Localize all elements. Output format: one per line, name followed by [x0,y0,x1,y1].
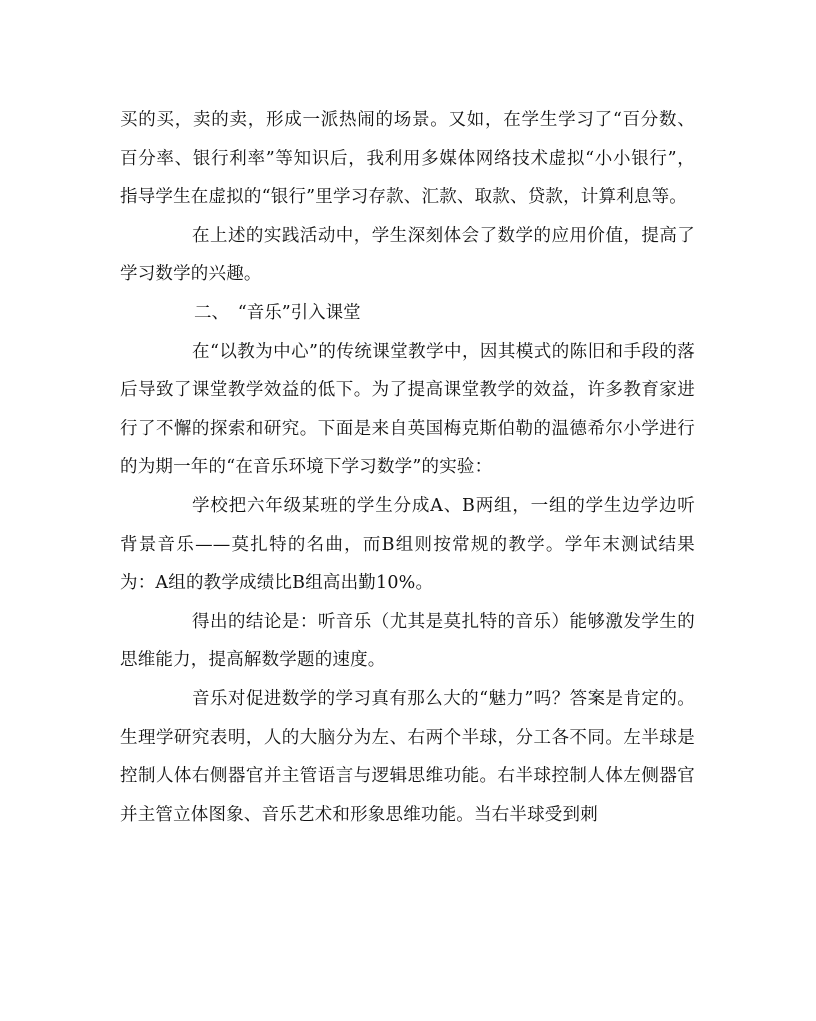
paragraph-practice-activity-summary: 在上述的实践活动中，学生深刻体会了数学的应用价值，提高了学习数学的兴趣。 [120,225,695,285]
document-body [120,101,695,834]
paragraph-experiment-groups: 学校把六年级某班的学生分成A、B两组，一组的学生边学边听背景音乐——莫扎特的名曲，而B组则按常规的教学。学年末测试结果为：A组的教学成绩比B组高出勤10%。 [120,495,695,594]
paragraph-music-experiment-intro: 在“以教为中心”的传统课堂教学中，因其模式的陈旧和手段的落后导致了课堂教学效益的低下。为了提高课堂教学的效益，许多教育家进行了不懈的探索和研究。下面是来自英国梅克斯伯勒的温德希尔小学进行的为期一年的“在音乐环境下学习数学”的实验： [120,341,695,478]
section-heading-music-in-classroom: 二、 “音乐”引入课堂 [194,302,361,323]
paragraph-experiment-conclusion: 得出的结论是：听音乐（尤其是莫扎特的音乐）能够激发学生的思维能力，提高解数学题的速度。 [120,611,695,671]
paragraph-market-and-bank-example: 买的买，卖的卖，形成一派热闹的场景。又如，在学生学习了“百分数、百分率、银行利率”等知识后，我利用多媒体网络技术虚拟“小小银行”，指导学生在虚拟的“银行”里学习存款、汇款、取款、贷款，计算利息等。 [120,110,695,208]
paragraph-brain-hemispheres: 音乐对促进数学的学习真有那么大的“魅力”吗？答案是肯定的。生理学研究表明，人的大脑分为左、右两个半球，分工各不同。左半球是控制人体右侧器官并主管语言与逻辑思维功能。右半球控制人体左侧器官并主管立体图象、音乐艺术和形象思维功能。当右半球受到刺 [120,688,695,825]
